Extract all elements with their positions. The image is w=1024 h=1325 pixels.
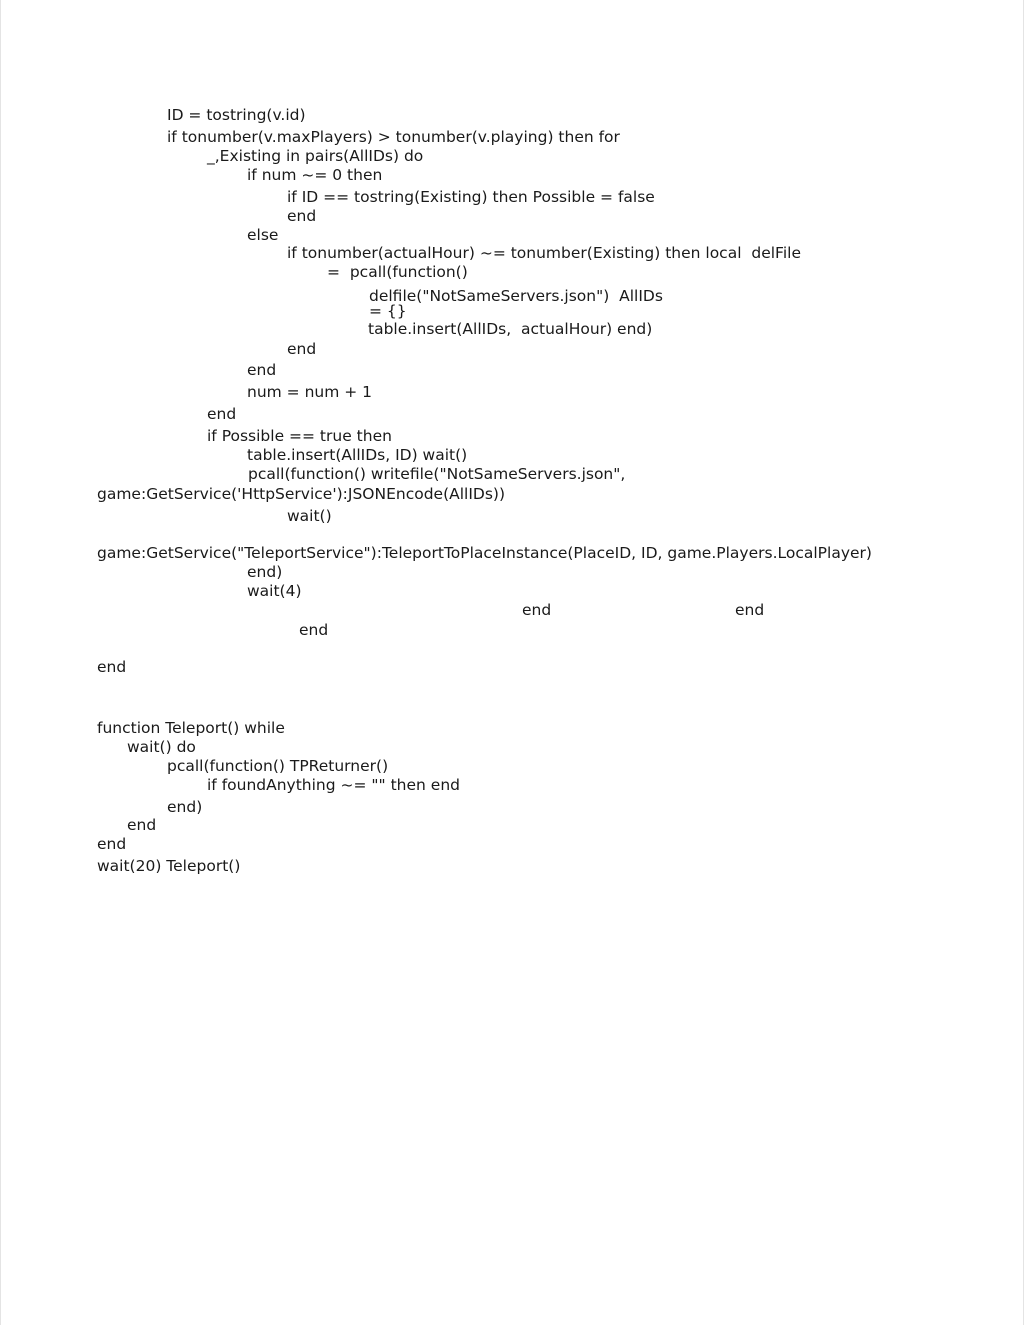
code-line: if tonumber(actualHour) ~= tonumber(Existing) then local delFile [287,244,801,262]
code-line: wait() do [127,738,196,756]
code-line: game:GetService('HttpService'):JSONEncode(AllIDs)) [97,485,506,503]
code-line: end [207,405,237,423]
code-line: end [127,816,157,834]
code-line: = pcall(function() [327,263,468,281]
code-line: if Possible == true then [207,427,392,445]
code-line: function Teleport() while [97,719,285,737]
code-line: wait(4) [247,582,302,600]
code-line: wait(20) Teleport() [97,857,241,875]
code-line: if ID == tostring(Existing) then Possible = false [287,188,655,206]
code-line: end [247,361,277,379]
code-line: = {} [369,302,407,320]
code-line: end [287,207,317,225]
code-line: if tonumber(v.maxPlayers) > tonumber(v.playing) then for [167,128,620,146]
code-line: _,Existing in pairs(AllIDs) do [207,147,424,165]
code-line: wait() [287,507,332,525]
code-line: end [735,601,765,619]
code-line: if foundAnything ~= "" then end [207,776,460,794]
code-line: game:GetService("TeleportService"):TeleportToPlaceInstance(PlaceID, ID, game.Players.LocalPlayer) [97,544,872,562]
code-line: table.insert(AllIDs, ID) wait() [247,446,468,464]
code-line: ID = tostring(v.id) [167,106,306,124]
code-line: if num ~= 0 then [247,166,383,184]
code-line: pcall(function() TPReturner() [167,757,389,775]
code-line: end [522,601,552,619]
code-line: end [97,835,127,853]
code-line: end) [247,563,283,581]
code-line: else [247,226,279,244]
code-line: pcall(function() writefile("NotSameServers.json", [248,465,626,483]
code-line: end [299,621,329,639]
code-line: table.insert(AllIDs, actualHour) end) [368,320,653,338]
code-line: delfile("NotSameServers.json") AllIDs [369,287,663,305]
code-line: num = num + 1 [247,383,373,401]
code-line: end [97,658,127,676]
code-line: end [287,340,317,358]
code-line: end) [167,798,203,816]
